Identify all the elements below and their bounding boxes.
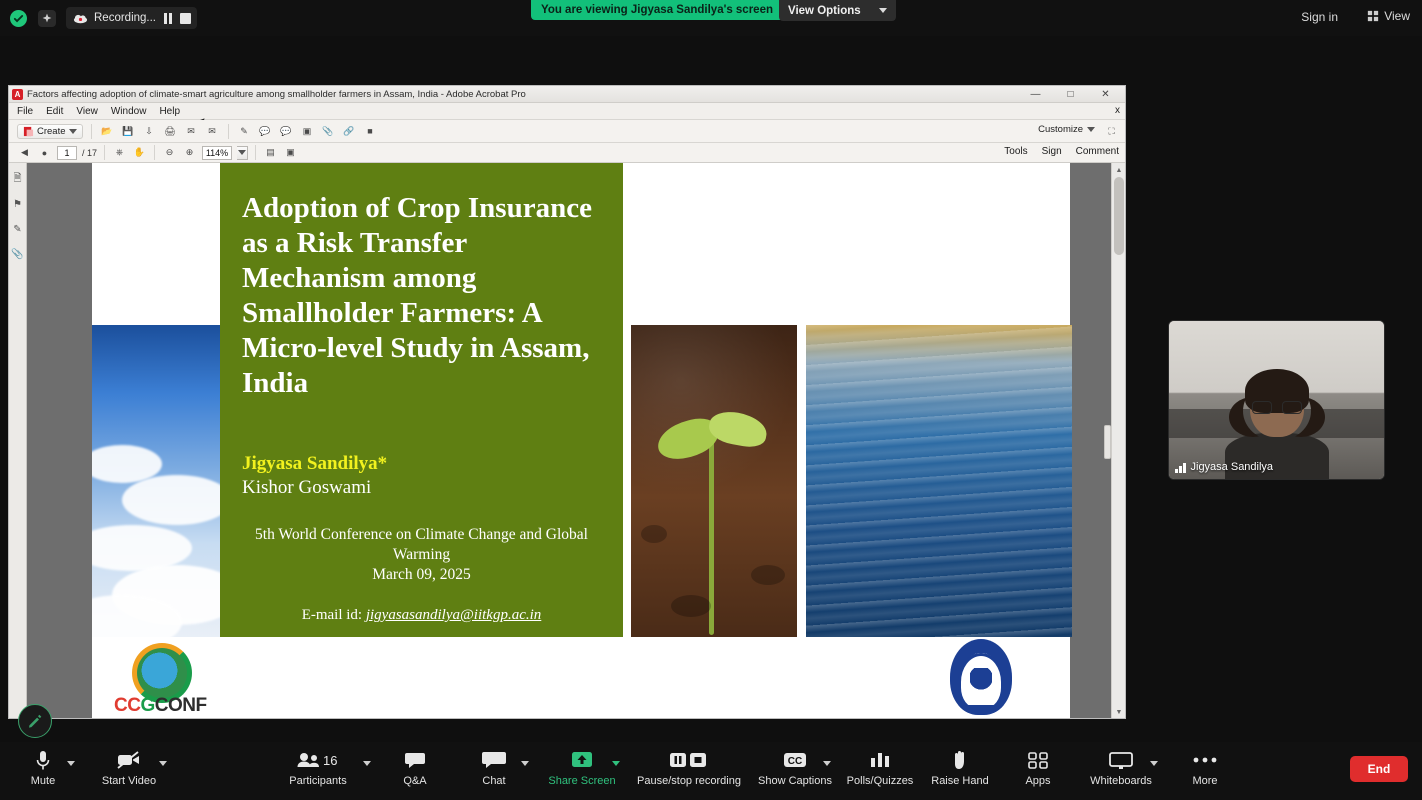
participants-button[interactable] — [283, 748, 353, 787]
fit-page-icon[interactable]: ▣ — [286, 147, 295, 157]
bookmarks-icon[interactable]: ⚑ — [13, 199, 22, 210]
participant-name-label — [1175, 461, 1273, 473]
customize-button[interactable] — [1038, 124, 1095, 135]
recording-label: Recording... — [94, 12, 157, 24]
create-button[interactable] — [17, 124, 83, 139]
chat-bubble-icon — [481, 748, 507, 772]
next-page-icon[interactable]: ● — [41, 147, 48, 158]
shared-screen-area[interactable] — [8, 85, 1126, 719]
more-button[interactable] — [1170, 748, 1240, 787]
comment-icon[interactable]: 💬 — [280, 125, 292, 136]
conference-date: March 09, 2025 — [372, 566, 471, 583]
sticky-note-icon[interactable]: 💬 — [259, 125, 271, 136]
create-label: Create — [37, 125, 66, 137]
logo-row — [92, 637, 1070, 719]
print-icon[interactable]: 🖨 — [164, 125, 176, 136]
view-button-label: View — [1384, 9, 1410, 23]
more-label: More — [1192, 775, 1218, 787]
share-screen-button[interactable] — [547, 748, 617, 787]
apps-label: Apps — [1025, 775, 1051, 787]
email-icon[interactable]: ✉ — [208, 125, 216, 136]
seedling-image — [631, 325, 797, 637]
top-bar — [0, 0, 1422, 36]
raise-hand-button[interactable] — [925, 748, 995, 787]
export-icon[interactable]: ⇩ — [145, 125, 153, 136]
redact-icon[interactable]: ■ — [367, 126, 373, 136]
page-total-label: / 17 — [82, 147, 98, 158]
minimize-button[interactable]: — — [1030, 89, 1041, 100]
close-button[interactable]: ✕ — [1101, 89, 1110, 100]
author-primary: Jigyasa Sandilya* — [242, 453, 388, 474]
window-controls — [1018, 86, 1123, 103]
svg-text:16: 16 — [323, 753, 338, 768]
zoom-out-icon[interactable]: ⊖ — [165, 147, 174, 157]
polls-quizzes-label: Polls/Quizzes — [846, 775, 914, 787]
sign-tab[interactable]: Sign — [1041, 146, 1062, 157]
attach-icon[interactable]: 📎 — [322, 125, 334, 136]
participants-label: Participants — [289, 775, 347, 787]
ccgconf-logo-text: CCGCONF — [114, 695, 207, 716]
chevron-down-icon — [879, 8, 887, 13]
author-secondary: Kishor Goswami — [242, 477, 372, 498]
raise-hand-icon — [950, 748, 970, 772]
page-number-input[interactable]: 1 — [57, 146, 77, 160]
participants-options-caret[interactable] — [360, 756, 374, 770]
menu-help[interactable]: Help — [159, 105, 181, 117]
zoom-dropdown-icon[interactable] — [237, 146, 248, 160]
toolbar-separator — [91, 124, 92, 139]
chat-options-caret[interactable] — [518, 756, 532, 770]
sky-image — [92, 325, 220, 637]
pause-stop-recording-icon — [668, 748, 710, 772]
link-icon[interactable]: 🔗 — [343, 125, 355, 136]
iit-kharagpur-logo — [950, 639, 1012, 715]
whiteboards-options-caret[interactable] — [1147, 756, 1161, 770]
acrobat-title-bar — [9, 86, 1125, 103]
zoom-in-icon[interactable]: ⊕ — [185, 147, 194, 157]
toolbar-separator — [154, 145, 155, 160]
acrobat-toolbar-navigation — [9, 143, 1125, 163]
annotate-pencil-button[interactable] — [18, 704, 52, 738]
customize-label: Customize — [1038, 124, 1083, 135]
share-screen-label: Share Screen — [548, 775, 616, 787]
acrobat-icon: A — [12, 89, 23, 100]
captions-options-caret[interactable] — [820, 756, 834, 770]
signature-icon[interactable]: ✎ — [13, 224, 22, 235]
acrobat-right-tools — [1004, 146, 1119, 157]
view-button[interactable] — [1367, 9, 1410, 23]
chevron-down-icon — [69, 129, 77, 134]
chevron-down-icon — [1087, 127, 1095, 132]
open-file-icon[interactable]: 📂 — [101, 125, 113, 136]
split-view-handle[interactable] — [1104, 425, 1111, 459]
pause-stop-recording-button[interactable] — [629, 748, 749, 787]
toolbar-separator — [104, 145, 105, 160]
mute-options-caret[interactable] — [64, 756, 78, 770]
qa-label: Q&A — [403, 775, 427, 787]
zoom-level-input[interactable]: 114% — [202, 146, 232, 160]
stamp-icon[interactable]: ▣ — [302, 125, 312, 136]
acrobat-toolbar-primary — [9, 120, 1125, 143]
expand-toolbar-icon[interactable]: ⛶ — [1108, 126, 1115, 136]
water-image — [806, 325, 1072, 637]
highlight-icon[interactable]: ✎ — [240, 125, 248, 136]
mute-label: Mute — [30, 775, 56, 787]
participant-name-text: Jigyasa Sandilya — [1190, 461, 1274, 473]
slide-title-panel — [220, 163, 623, 637]
slide-title: Adoption of Crop Insurance as a Risk Transfer Mechanism among Smallholder Farmers: A Micro-level Study in Assam, India — [242, 192, 592, 399]
ccgconf-logo — [114, 643, 264, 715]
chat-label: Chat — [482, 775, 506, 787]
polls-quizzes-button[interactable] — [845, 748, 915, 787]
menu-file[interactable]: File — [17, 105, 34, 117]
view-options-button[interactable] — [779, 0, 896, 21]
share-options-caret[interactable] — [609, 756, 623, 770]
closed-captions-icon — [782, 748, 808, 772]
email-address: jigyasasandilya@iitkgp.ac.in — [365, 607, 542, 623]
toolbar-separator — [255, 145, 256, 160]
polls-bar-icon — [869, 748, 891, 772]
send-icon[interactable]: ✉ — [187, 125, 195, 136]
stop-icon[interactable] — [180, 13, 191, 24]
apps-button[interactable] — [1003, 748, 1073, 787]
apps-icon — [1027, 748, 1049, 772]
document-area[interactable] — [9, 163, 1125, 719]
select-tool-icon[interactable]: ⎈ — [115, 147, 124, 157]
video-off-icon — [116, 748, 142, 772]
scrollbar-thumb[interactable] — [1114, 177, 1124, 255]
email-line — [242, 607, 601, 624]
maximize-button[interactable]: □ — [1067, 89, 1074, 100]
whiteboards-button[interactable] — [1086, 748, 1156, 787]
pause-icon[interactable] — [162, 12, 174, 25]
viewing-screen-banner: You are viewing Jigyasa Sandilya's screen — [531, 0, 783, 20]
document-scrollbar[interactable]: ▲ ▼ — [1111, 163, 1125, 719]
participants-icon — [296, 748, 340, 772]
cloud-record-icon — [72, 11, 88, 25]
create-icon — [23, 126, 34, 137]
acrobat-menu-bar — [9, 103, 1125, 120]
attachments-icon[interactable]: 📎 — [11, 249, 24, 260]
close-document-icon[interactable]: x — [1115, 105, 1120, 116]
share-screen-icon — [570, 748, 594, 772]
tools-tab[interactable]: Tools — [1004, 146, 1028, 157]
comment-tab[interactable]: Comment — [1075, 146, 1119, 157]
participant-video-tile[interactable] — [1168, 320, 1385, 480]
qa-bubble-icon — [403, 748, 427, 772]
recording-indicator[interactable] — [66, 7, 197, 29]
end-meeting-button[interactable]: End — [1350, 756, 1408, 782]
start-video-button[interactable] — [94, 748, 164, 787]
sparkle-icon[interactable] — [38, 10, 56, 27]
pencil-icon — [27, 713, 43, 729]
pdf-page — [92, 163, 1070, 719]
raise-hand-label: Raise Hand — [931, 775, 989, 787]
qa-button[interactable] — [380, 748, 450, 787]
svg-text:CC: CC — [787, 756, 803, 767]
sign-in-button[interactable]: Sign in — [1301, 10, 1338, 24]
menu-window[interactable]: Window — [110, 105, 147, 117]
page-thumbnails-icon[interactable]: 🗎 — [13, 173, 22, 184]
save-icon[interactable]: 💾 — [122, 125, 134, 136]
conference-name: 5th World Conference on Climate Change and Global Warming — [255, 526, 588, 563]
fit-width-icon[interactable]: ▤ — [266, 147, 275, 157]
toolbar-separator — [228, 124, 229, 139]
navigation-rail — [9, 163, 27, 719]
microphone-icon — [34, 748, 52, 772]
view-options-label: View Options — [788, 4, 861, 17]
video-options-caret[interactable] — [156, 756, 170, 770]
previous-page-icon[interactable]: ◀ — [21, 147, 28, 157]
more-ellipsis-icon — [1192, 748, 1218, 772]
show-captions-label: Show Captions — [758, 775, 832, 787]
shield-check-icon[interactable] — [10, 10, 27, 27]
email-prefix: E-mail id: — [301, 607, 366, 623]
page-viewport[interactable] — [27, 163, 1125, 719]
menu-view[interactable]: View — [76, 105, 98, 117]
menu-edit[interactable]: Edit — [46, 105, 64, 117]
grid-view-icon — [1367, 10, 1379, 22]
whiteboards-label: Whiteboards — [1090, 775, 1152, 787]
hand-tool-icon[interactable]: ✋ — [133, 147, 146, 157]
whiteboard-icon — [1108, 748, 1134, 772]
acrobat-title-text: Factors affecting adoption of climate-smart agriculture among smallholder farmers in Assam, India - Adobe Acrobat Pro — [27, 88, 526, 100]
pause-stop-recording-label: Pause/stop recording — [637, 775, 741, 787]
signal-bars-icon — [1175, 462, 1186, 473]
start-video-label: Start Video — [101, 775, 157, 787]
meeting-controls-bar — [0, 742, 1422, 800]
